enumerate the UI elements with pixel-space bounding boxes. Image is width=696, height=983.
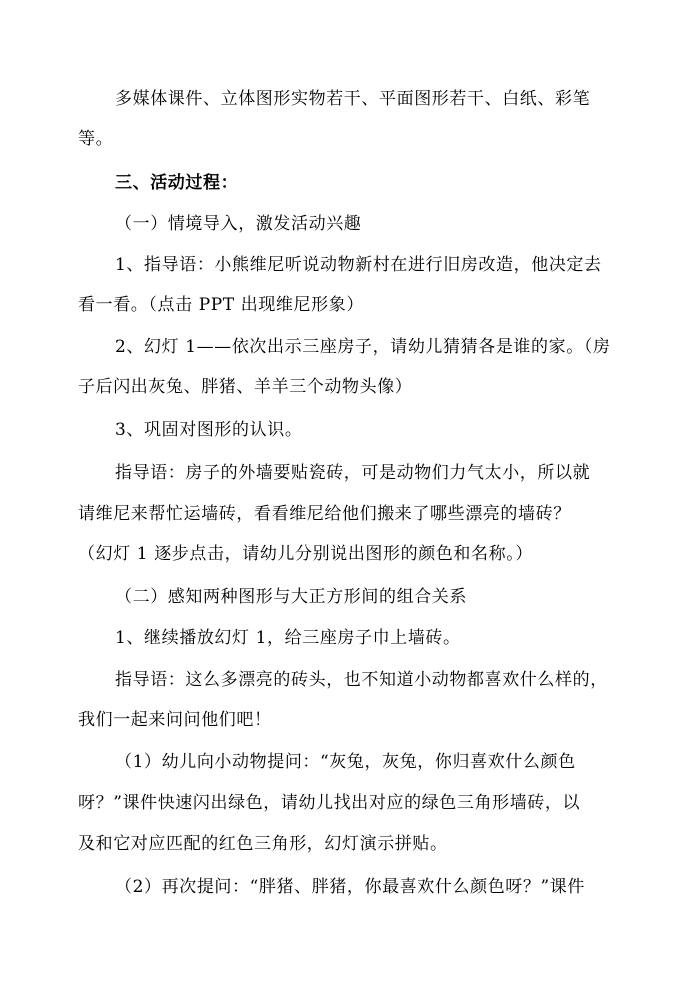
- guidance-line-2: 请维尼来帮忙运墙砖，看看维尼给他们搬来了哪些漂亮的墙砖？: [78, 504, 571, 524]
- question-2-line-1: （2）再次提问：“胖猪、胖猪，你最喜欢什么颜色呀？”课件: [115, 877, 585, 897]
- subheading-situation-intro: （一）情境导入，激发活动兴趣: [115, 214, 362, 234]
- step-2-line-1: 2、幻灯 1——依次出示三座房子，请幼儿猜猜各是谁的家。（房: [115, 337, 611, 357]
- step-2-line-2: 子后闪出灰兔、胖猪、羊羊三个动物头像）: [78, 377, 413, 397]
- question-1-line-3: 及和它对应匹配的红色三角形，幻灯演示拼贴。: [78, 834, 448, 854]
- subheading-combination-relation: （二）感知两种图形与大正方形间的组合关系: [115, 587, 467, 607]
- question-1-line-2: 呀？”课件快速闪出绿色，请幼儿找出对应的绿色三角形墙砖，以: [78, 793, 581, 813]
- section-heading-activity-process: 三、活动过程：: [115, 173, 239, 193]
- guidance-line-3: （幻灯 1 逐步点击，请幼儿分别说出图形的颜色和名称。）: [78, 544, 533, 564]
- paragraph-materials-line-2: 等。: [78, 129, 114, 149]
- step-1-line-2: 看一看。（点击 PPT 出现维尼形象）: [78, 295, 364, 315]
- guidance-line-1: 指导语：房子的外墙要贴瓷砖，可是动物们力气太小，所以就: [115, 463, 591, 483]
- guidance-2-line-1: 指导语：这么多漂亮的砖头，也不知道小动物都喜欢什么样的，: [115, 670, 608, 690]
- paragraph-materials-line-1: 多媒体课件、立体图形实物若干、平面图形若干、白纸、彩笔: [115, 89, 591, 109]
- step-3-line-1: 3、巩固对图形的认识。: [115, 420, 303, 440]
- step-1-line-1: 1、指导语：小熊维尼听说动物新村在进行旧房改造，他决定去: [115, 255, 602, 275]
- question-1-line-1: （1）幼儿向小动物提问：“灰兔，灰兔，你归喜欢什么颜色: [115, 752, 576, 772]
- step-4-line-1: 1、继续播放幻灯 1，给三座房子巾上墙砖。: [115, 628, 461, 648]
- guidance-2-line-2: 我们一起来问问他们吧！: [78, 710, 272, 730]
